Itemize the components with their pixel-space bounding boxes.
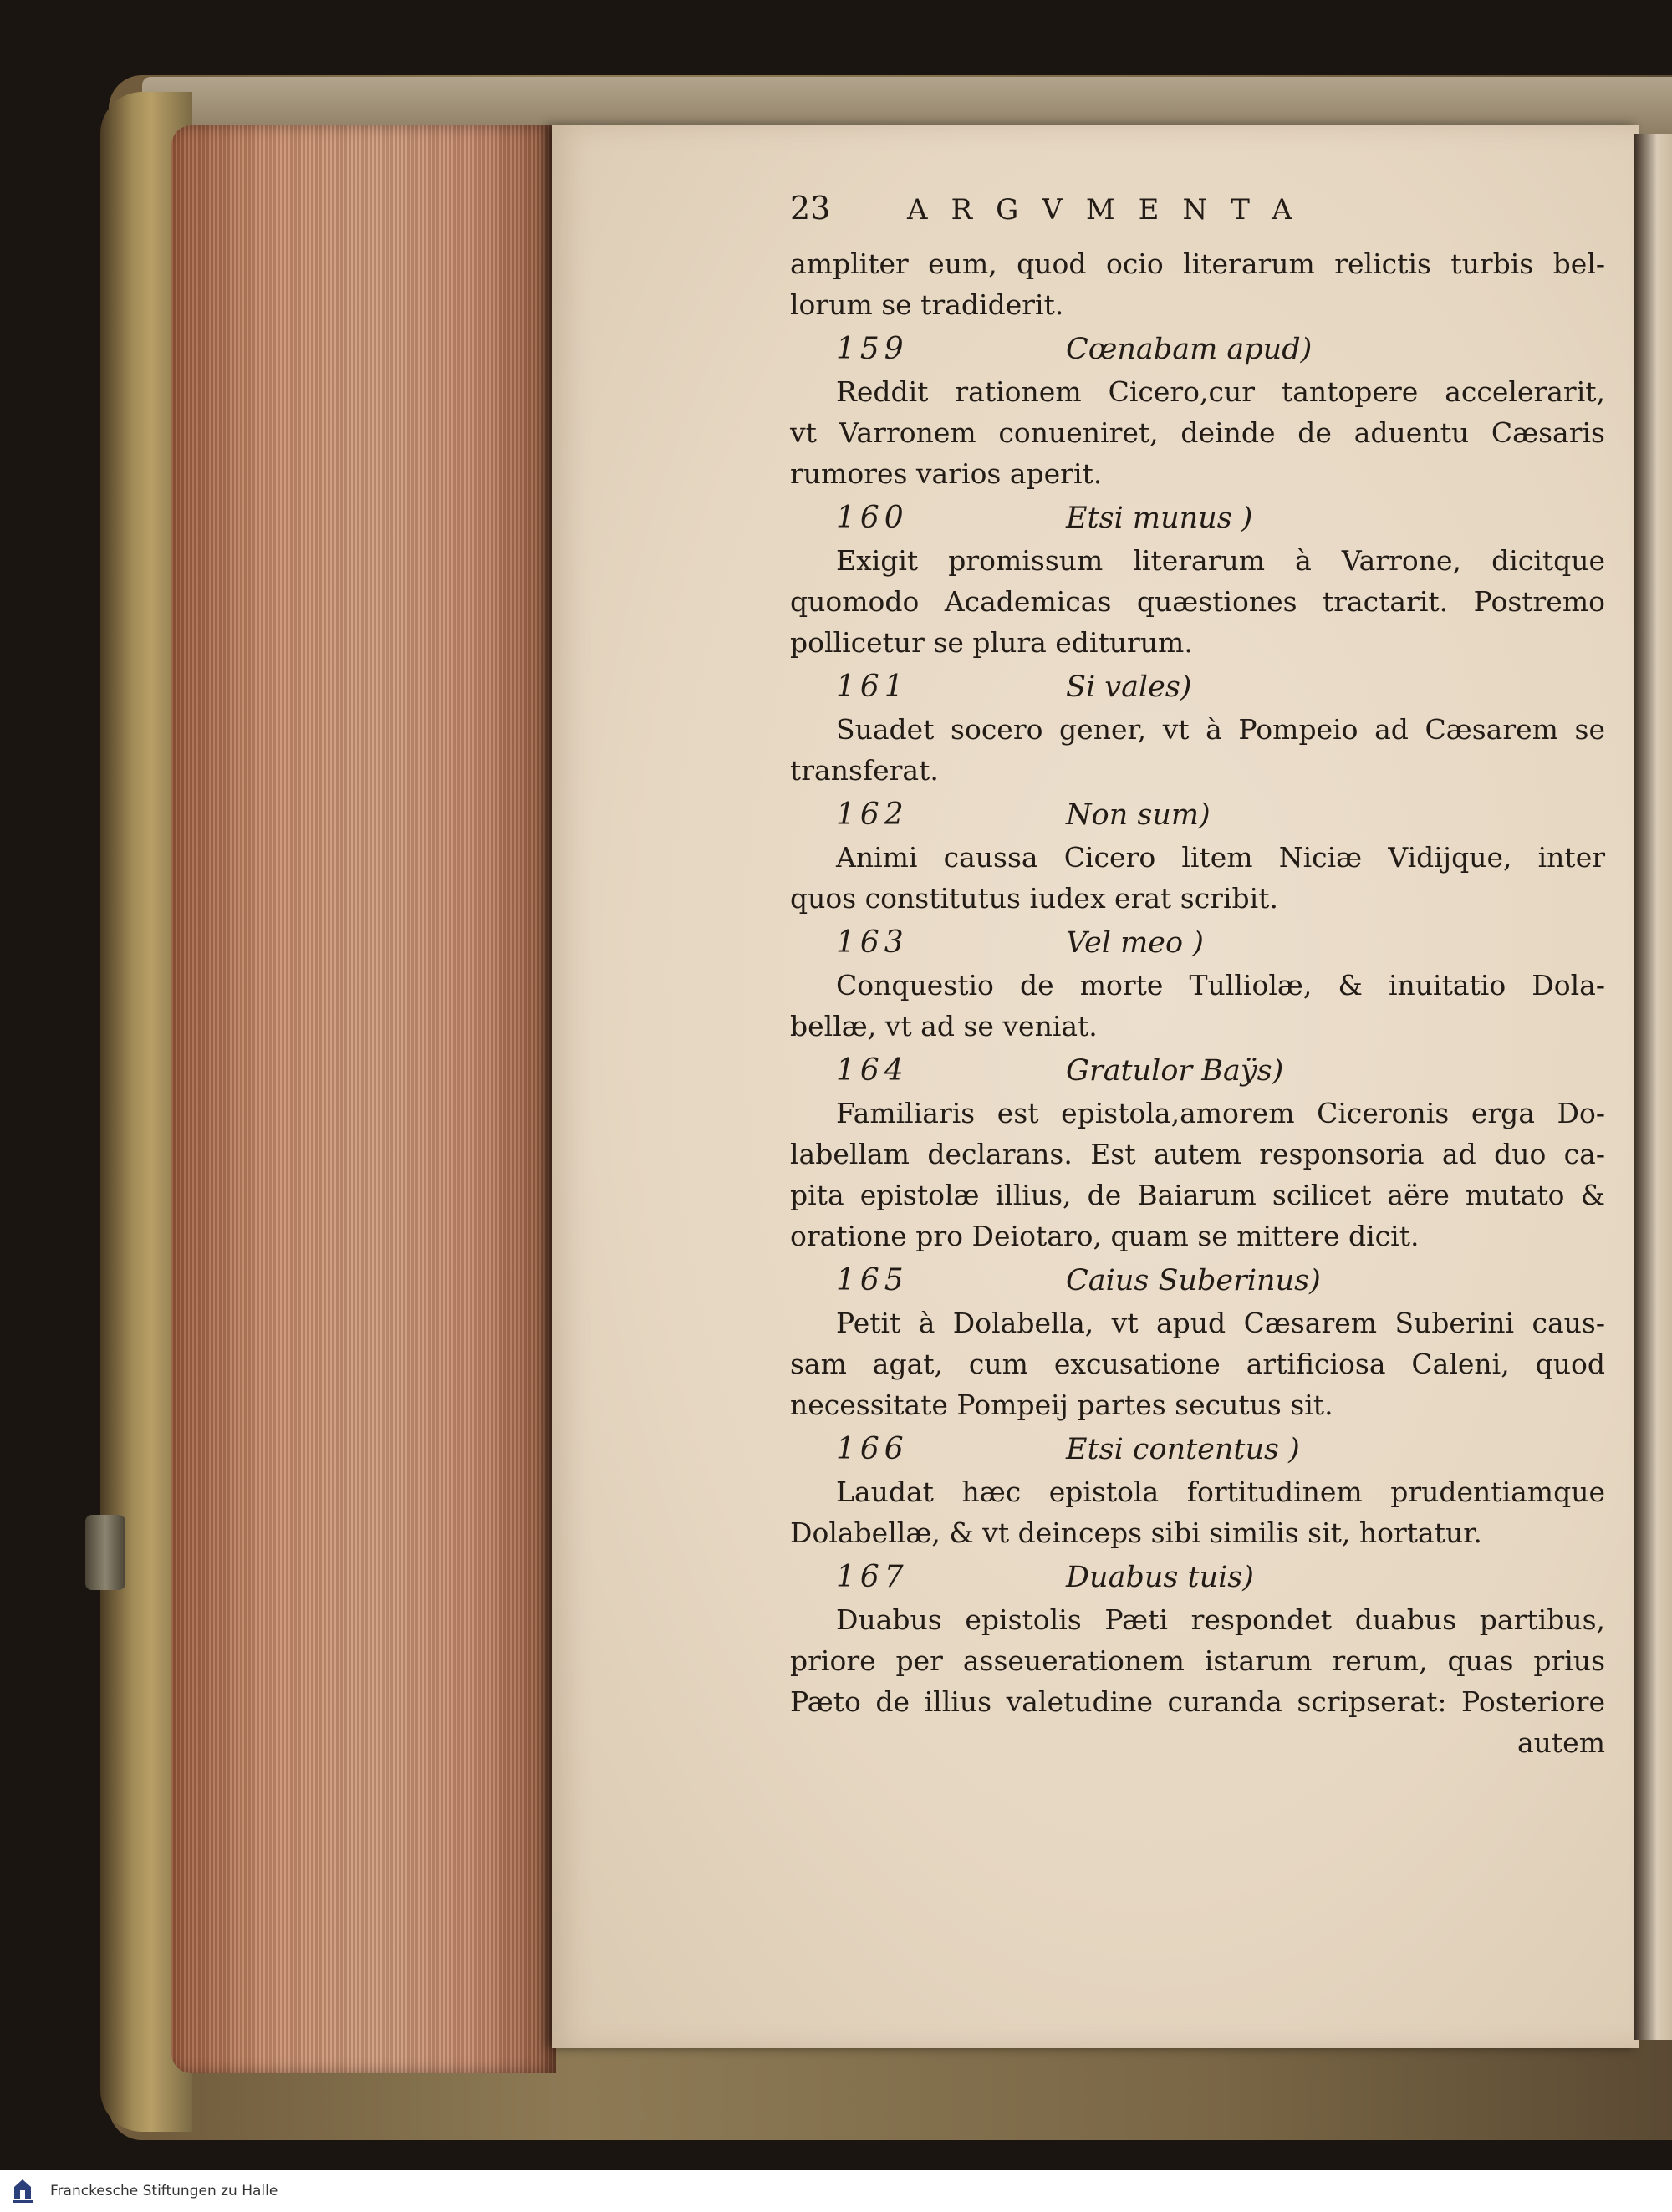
entry-heading — [790, 497, 1605, 538]
text-line: ampliter eum, quod ocio literarum relictis turbis bel- — [790, 247, 1605, 280]
entry-number: 167 — [836, 1560, 909, 1594]
text-line: oratione pro Deiotaro, quam se mittere dicit. — [790, 1220, 1420, 1252]
page-text — [790, 188, 1605, 1763]
page-gutter — [1634, 134, 1672, 2040]
entry-incipit: Duabus tuis) — [1066, 1561, 1254, 1594]
text-line: vt Varronem conueniret, deinde de aduentu Cæsaris — [790, 416, 1605, 449]
entry-incipit: Cœnabam apud) — [1066, 333, 1313, 366]
catchword: autem — [1517, 1726, 1605, 1759]
page-number: 23 — [790, 190, 831, 227]
text-line: priore per asseuerationem istarum rerum, quas prius — [790, 1644, 1605, 1677]
page-header — [790, 188, 1605, 240]
entry-incipit: Gratulor Baÿs) — [1066, 1054, 1284, 1088]
text-line: quos constitutus iudex erat scribit. — [790, 882, 1278, 915]
entry-number: 165 — [836, 1263, 909, 1297]
entry-heading — [790, 1557, 1605, 1598]
entry-heading — [790, 329, 1605, 370]
franckesche-stiftungen-logo-icon[interactable] — [7, 2175, 38, 2207]
text-line: Animi caussa Cicero litem Niciæ Vidijque, inter — [836, 841, 1605, 874]
text-line: pita epistolæ illius, de Baiarum scilicet aëre mutato & — [790, 1179, 1605, 1211]
entry-number: 159 — [836, 332, 909, 366]
text-line: Petit à Dolabella, vt apud Cæsarem Suberini caus- — [836, 1307, 1605, 1339]
entry-heading — [790, 1429, 1605, 1470]
text-line: Duabus epistolis Pæti respondet duabus partibus, — [836, 1603, 1605, 1636]
text-line: Reddit rationem Cicero,cur tantopere accelerarit, — [836, 375, 1605, 408]
text-line: Exigit promissum literarum à Varrone, dicitque — [836, 544, 1605, 577]
entry-incipit: Caius Suberinus) — [1066, 1264, 1321, 1297]
entry-heading — [790, 794, 1605, 835]
running-title: ARGVMENTA — [907, 193, 1316, 227]
entry-incipit: Etsi contentus ) — [1066, 1433, 1300, 1466]
entry-number: 160 — [836, 501, 909, 535]
text-line: Dolabellæ, & vt deinceps sibi similis sit, hortatur. — [790, 1516, 1482, 1549]
entry-heading — [790, 666, 1605, 707]
footer-institution-link[interactable]: Franckesche Stiftungen zu Halle — [50, 2183, 278, 2199]
entry-heading — [790, 1260, 1605, 1301]
text-line: quomodo Academicas quæstiones tractarit. Postremo — [790, 585, 1605, 618]
text-line: labellam declarans. Est autem responsoria ad duo ca- — [790, 1138, 1605, 1170]
entry-heading — [790, 1050, 1605, 1091]
text-line: bellæ, vt ad se veniat. — [790, 1010, 1098, 1042]
entry-number: 166 — [836, 1432, 909, 1466]
text-line: sam agat, cum excusatione artificiosa Caleni, quod — [790, 1348, 1605, 1380]
text-line: rumores varios aperit. — [790, 457, 1103, 490]
entry-number: 161 — [836, 670, 909, 704]
entry-number: 164 — [836, 1053, 909, 1088]
text-line: necessitate Pompeij partes secutus sit. — [790, 1389, 1333, 1421]
text-line: pollicetur se plura editurum. — [790, 626, 1193, 659]
text-line: lorum se tradiderit. — [790, 288, 1064, 321]
text-line: transferat. — [790, 754, 939, 787]
entry-incipit: Vel meo ) — [1066, 926, 1204, 960]
viewer-footer — [0, 2170, 1672, 2212]
entry-incipit: Etsi munus ) — [1066, 502, 1253, 535]
text-line: Conquestio de morte Tulliolæ, & inuitatio Dola- — [836, 969, 1605, 1002]
entry-heading — [790, 922, 1605, 963]
logo-svg — [8, 2177, 37, 2205]
text-line: Laudat hæc epistola fortitudinem prudentiamque — [836, 1476, 1605, 1508]
entry-incipit: Si vales) — [1066, 670, 1192, 704]
text-line: Suadet socero gener, vt à Pompeio ad Cæsarem se — [836, 713, 1605, 746]
text-line: Pæto de illius valetudine curanda scripserat: Posteriore — [790, 1685, 1605, 1718]
entry-number: 163 — [836, 925, 909, 960]
entry-incipit: Non sum) — [1066, 798, 1211, 832]
entry-number: 162 — [836, 798, 909, 832]
text-line: Familiaris est epistola,amorem Ciceronis erga Do- — [836, 1097, 1605, 1129]
page-edges — [171, 125, 556, 2073]
clasp-icon — [85, 1515, 125, 1590]
